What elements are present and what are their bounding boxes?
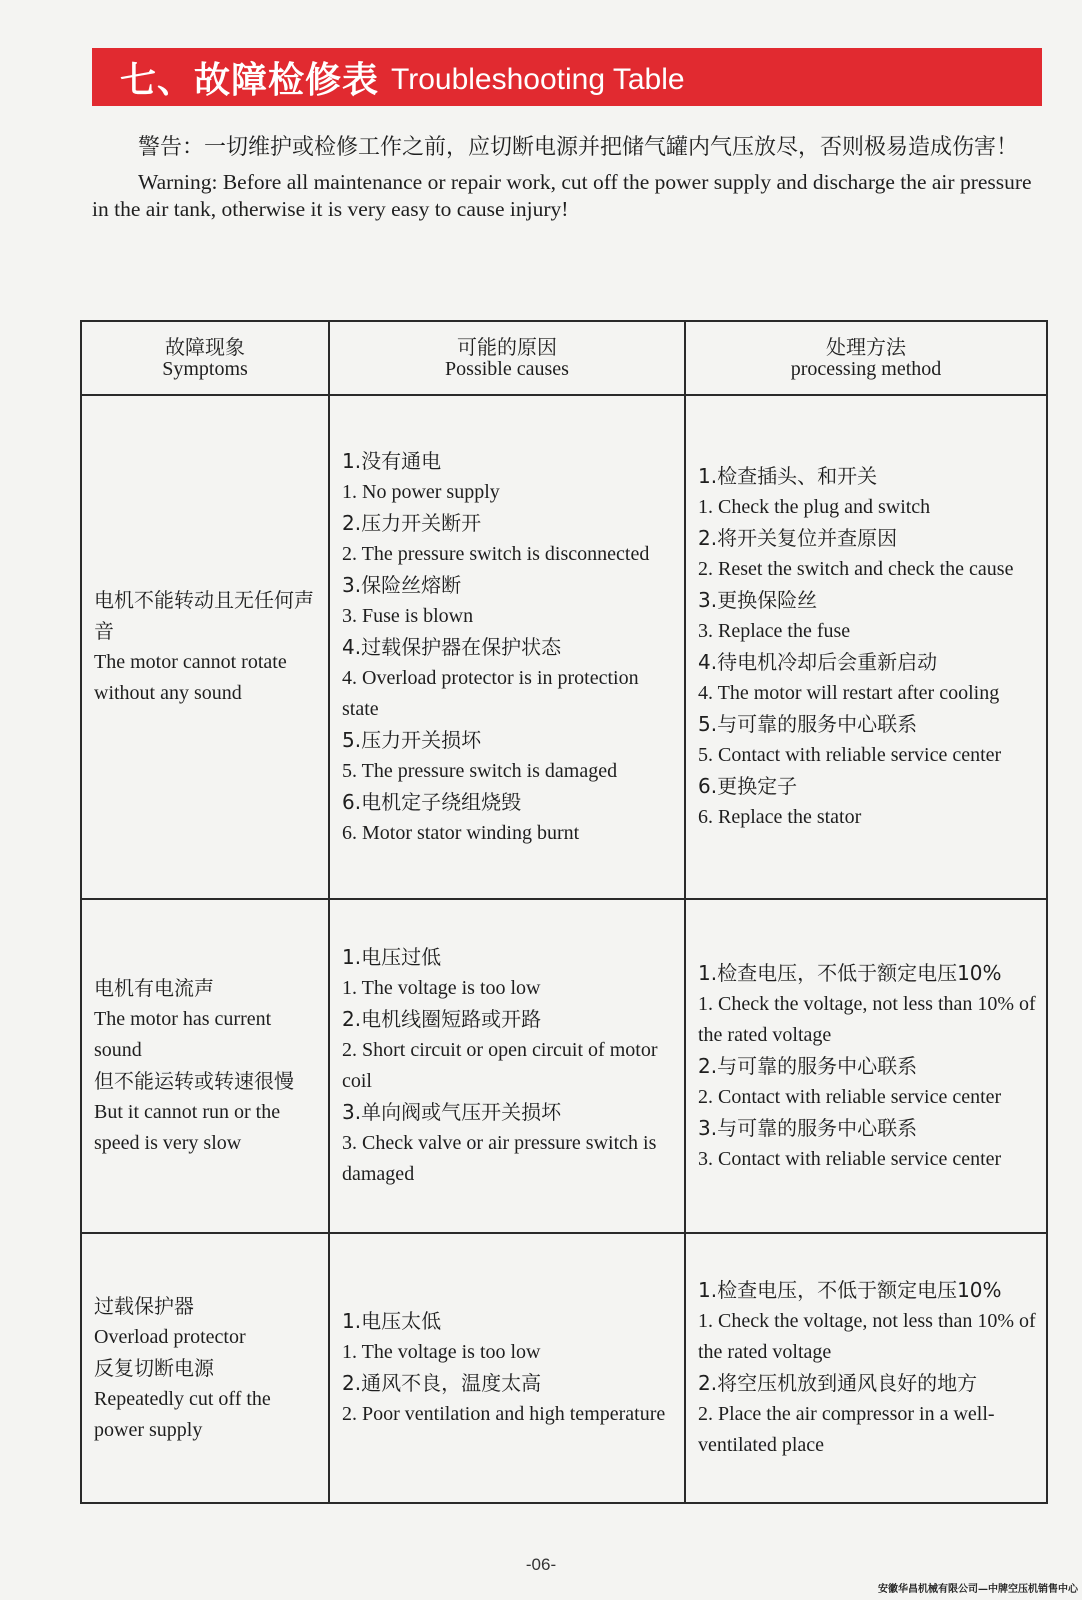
header-label-en: processing method — [790, 358, 942, 380]
cell-line: 1.没有通电 — [342, 448, 442, 473]
causes-cell — [329, 1233, 685, 1503]
cell-line: 2. Contact with reliable service center — [698, 1085, 1002, 1108]
header-label-zh: 处理方法 — [826, 335, 906, 359]
cell-line: 1. No power supply — [342, 480, 500, 503]
cell-line: 过载保护器 — [94, 1293, 194, 1318]
methods-cell — [685, 899, 1047, 1233]
cell-line: Overload protector — [94, 1325, 246, 1348]
cell-line: 1. Check the voltage, not less than 10% of the rated voltage — [698, 992, 1036, 1046]
cell-line: 4. The motor will restart after cooling — [698, 682, 1000, 704]
warning-text-zh: 警告：一切维护或检修工作之前，应切断电源并把储气罐内气压放尽，否则极易造成伤害！ — [138, 135, 1019, 160]
cell-line: 2.电机线圈短路或开路 — [342, 1007, 542, 1031]
cell-line: 2. The pressure switch is disconnected — [342, 542, 650, 565]
cell-line: The motor has current sound — [94, 1008, 272, 1061]
cell-line: 4. Overload protector is in protection state — [342, 666, 639, 720]
header-symptoms — [81, 321, 329, 395]
table-row — [81, 899, 1047, 1233]
cell-line: 3. Replace the fuse — [698, 620, 851, 642]
causes-cell — [329, 395, 685, 899]
cell-line: 但不能运转或转速很慢 — [94, 1069, 294, 1093]
cell-line: 1.检查插头、和开关 — [698, 464, 878, 488]
header-label-en: Possible causes — [445, 358, 569, 380]
cell-line: 3. Contact with reliable service center — [698, 1147, 1002, 1170]
cell-line: 3. Fuse is blown — [342, 604, 474, 627]
table-row — [81, 395, 1047, 899]
cell-line: 5.压力开关损坏 — [342, 727, 482, 752]
cell-line: 电机有电流声 — [94, 976, 214, 1000]
cell-line: 反复切断电源 — [94, 1355, 214, 1380]
cell-line: 4.待电机冷却后会重新启动 — [698, 650, 938, 674]
cell-line: 电机不能转动且无任何声音 — [94, 588, 314, 643]
cell-line: 3.保险丝熔断 — [342, 572, 462, 597]
page-number: -06- — [525, 1555, 557, 1574]
cell-line: 5. Contact with reliable service center — [698, 744, 1002, 766]
cell-line: 1.检查电压，不低于额定电压10% — [698, 960, 1002, 985]
footer-note: 安徽华昌机械有限公司—中牌空压机销售中心 — [878, 1584, 1078, 1595]
cell-line: 2. Poor ventilation and high temperature — [342, 1403, 666, 1425]
cell-line: 1.检查电压，不低于额定电压10% — [698, 1278, 1002, 1302]
header-label-en: Symptoms — [162, 358, 248, 380]
cell-line: 6. Replace the stator — [698, 806, 862, 828]
cell-line: 2. Reset the switch and check the cause — [698, 558, 1014, 580]
header-label-zh: 故障现象 — [165, 335, 245, 359]
cell-line: The motor cannot rotate without any sound — [94, 651, 287, 704]
cell-line: 2.将空压机放到通风良好的地方 — [698, 1371, 978, 1395]
cell-line: 1. The voltage is too low — [342, 1341, 541, 1363]
header-causes — [329, 321, 685, 395]
cell-line: Repeatedly cut off the power supply — [94, 1387, 271, 1441]
header-label-zh: 可能的原因 — [457, 335, 557, 359]
section-title-bar — [92, 48, 1042, 106]
cell-line: 4.过载保护器在保护状态 — [342, 634, 562, 659]
section-title-zh: 七、故障检修表 — [120, 59, 380, 101]
symptom-cell — [81, 899, 329, 1233]
cell-line: 6.电机定子绕组烧毁 — [342, 789, 522, 814]
cell-line: 1. Check the plug and switch — [698, 496, 931, 518]
cell-line: 3.与可靠的服务中心联系 — [698, 1115, 918, 1140]
cell-line: 1. The voltage is too low — [342, 977, 541, 999]
methods-cell — [685, 1233, 1047, 1503]
cell-line: 3.更换保险丝 — [698, 588, 818, 612]
cell-line: 5. The pressure switch is damaged — [342, 759, 618, 782]
cell-line: 6.更换定子 — [698, 774, 798, 798]
header-methods — [685, 321, 1047, 395]
cell-line: 2. Place the air compressor in a well-ventilated place — [698, 1403, 995, 1456]
symptom-cell — [81, 1233, 329, 1503]
cell-line: 2.压力开关断开 — [342, 510, 482, 535]
warning-block — [92, 132, 1040, 223]
cell-line: 2.将开关复位并查原因 — [698, 526, 898, 550]
cell-line: 1. Check the voltage, not less than 10% of the rated voltage — [698, 1310, 1036, 1363]
methods-cell — [685, 395, 1047, 899]
cell-line: 2.与可靠的服务中心联系 — [698, 1053, 918, 1078]
cell-line: 1.电压太低 — [342, 1309, 442, 1333]
warning-text-en: Warning: Before all maintenance or repair work, cut off the power supply and discharge the air pressure in the air tank, otherwise it is very easy to cause injury! — [92, 170, 1032, 221]
cell-line: 1.电压过低 — [342, 945, 442, 969]
cell-line: 3. Check valve or air pressure switch is damaged — [342, 1132, 657, 1185]
table-row — [81, 1233, 1047, 1503]
symptom-cell — [81, 395, 329, 899]
cell-line: 3.单向阀或气压开关损坏 — [342, 1100, 562, 1124]
cell-line: 6. Motor stator winding burnt — [342, 821, 580, 844]
troubleshooting-table — [80, 320, 1048, 1504]
table-header-row — [81, 321, 1047, 395]
causes-cell — [329, 899, 685, 1233]
cell-line: 2. Short circuit or open circuit of motor coil — [342, 1039, 658, 1092]
cell-line: But it cannot run or the speed is very slow — [94, 1101, 281, 1154]
cell-line: 5.与可靠的服务中心联系 — [698, 712, 918, 736]
cell-line: 2.通风不良，温度太高 — [342, 1371, 542, 1395]
section-title-en: Troubleshooting Table — [391, 63, 685, 96]
